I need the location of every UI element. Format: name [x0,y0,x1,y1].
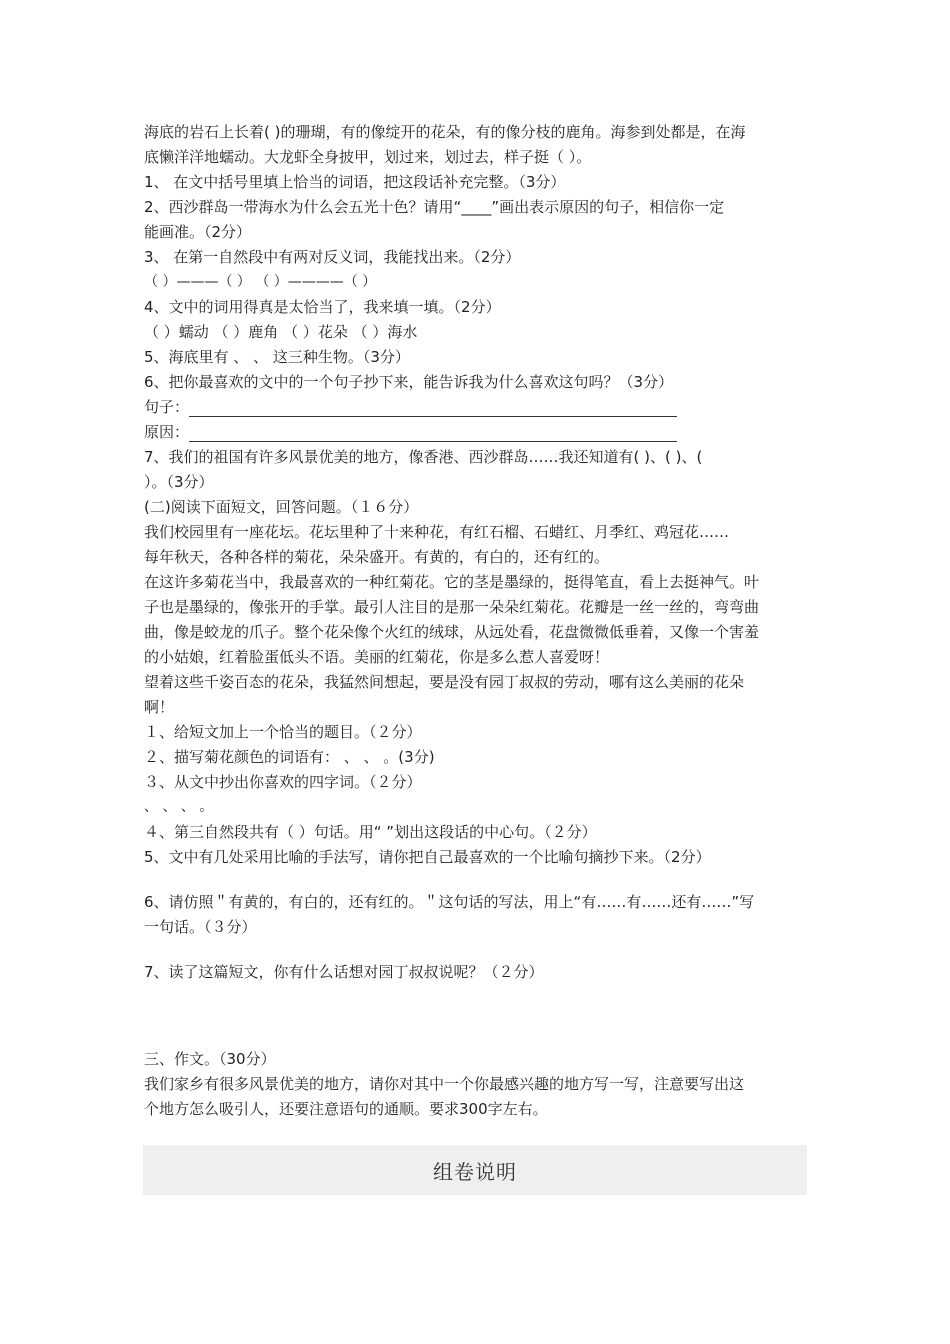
story-question-6-line-2: 一句话。（３分） [144,918,257,936]
story-question-1: １、给短文加上一个恰当的题目。（２分） [144,723,422,741]
question-3-blanks: （ ）———（ ） （ ）————（ ） [144,274,377,290]
section-3-heading: 三、作文。（30分） [144,1050,276,1068]
question-2-line-2: 能画准。（2分） [144,223,252,241]
story-question-3-blanks: 、 、 、 。 [144,799,214,815]
composition-prompt-line: 我们家乡有很多风景优美的地方，请你对其中一个你最感兴趣的地方写一写，注意要写出这 [144,1075,745,1093]
story-question-3: ３、从文中抄出你喜欢的四字词。（２分） [144,773,422,791]
story-line: 子也是墨绿的，像张开的手掌。最引人注目的是那一朵朵红菊花。花瓣是一丝一丝的，弯弯曲 [144,598,760,616]
banner-title: 组卷说明 [433,1159,517,1184]
passage-line: 底懒洋洋地蠕动。大龙虾全身披甲，划过来，划过去，样子挺（ ）。 [144,148,592,166]
story-question-2: ２、描写菊花颜色的词语有： 、 、 。(3分) [144,748,435,766]
story-line: 每年秋天，各种各样的菊花，朵朵盛开。有黄的，有白的，还有红的。 [144,548,610,566]
exam-page [144,120,808,1122]
story-line: 曲，像是蛟龙的爪子。整个花朵像个火红的绒球，从远处看，花盘微微低垂着，又像一个害羞 [144,623,760,641]
story-line: 望着这些千姿百态的花朵，我猛然间想起，要是没有园丁叔叔的劳动，哪有这么美丽的花朵 [144,673,745,691]
composition-prompt-line: 个地方怎么吸引人，还要注意语句的通顺。要求300字左右。 [144,1100,548,1118]
sentence-label: 句子： [144,398,190,416]
question-7-line-1: 7、我们的祖国有许多风景优美的地方，像香港、西沙群岛……我还知道有( )、( )、( [144,448,703,466]
story-line: 啊！ [144,698,175,716]
story-line: 的小姑娘，红着脸蛋低头不语。美丽的红菊花，你是多么惹人喜爱呀！ [144,648,610,666]
story-question-6-line-1: 6、请仿照＂有黄的，有白的，还有红的。＂这句话的写法，用上“有……有……还有……”写 [144,893,755,911]
story-line: 在这许多菊花当中，我最喜欢的一种红菊花。它的茎是墨绿的，挺得笔直，看上去挺神气。叶 [144,573,760,591]
question-5: 5、海底里有 、 、 这三种生物。（3分） [144,348,410,366]
story-line: 我们校园里有一座花坛。花坛里种了十来种花，有红石榴、石蜡红、月季红、鸡冠花…… [144,523,730,541]
story-question-7: 7、读了这篇短文，你有什么话想对园丁叔叔说呢？（２分） [144,963,544,981]
question-1: 1、 在文中括号里填上恰当的词语，把这段话补充完整。（3分） [144,173,566,191]
reason-answer-line[interactable] [189,424,677,442]
question-3: 3、 在第一自然段中有两对反义词，我能找出来。（2分） [144,248,521,266]
reason-label: 原因： [144,423,190,441]
question-4-blanks: （ ）蠕动 （ ）鹿角 （ ）花朵 （ ）海水 [144,323,418,341]
story-question-5: 5、文中有几处采用比喻的手法写，请你把自己最喜欢的一个比喻句摘抄下来。（2分） [144,848,711,866]
question-6: 6、把你最喜欢的文中的一个句子抄下来，能告诉我为什么喜欢这句吗？（3分） [144,373,674,391]
question-7-line-2: ）。（3分） [144,473,214,491]
passage-line: 海底的岩石上长着( )的珊瑚，有的像绽开的花朵，有的像分枝的鹿角。海参到处都是，在海 [144,123,746,141]
section-2-heading: (二)阅读下面短文，回答问题。（１６分） [144,498,419,516]
question-4: 4、文中的词用得真是太恰当了，我来填一填。（2分） [144,298,501,316]
question-2-line-1: 2、西沙群岛一带海水为什么会五光十色？请用“____”画出表示原因的句子，相信你一定 [144,198,725,216]
sentence-answer-line[interactable] [189,399,677,417]
sentence-answer-row [144,395,808,420]
story-question-4: ４、第三自然段共有（ ）句话。用“ ”划出这段话的中心句。（２分） [144,823,597,841]
reason-answer-row [144,420,808,445]
section-banner [143,1145,807,1195]
